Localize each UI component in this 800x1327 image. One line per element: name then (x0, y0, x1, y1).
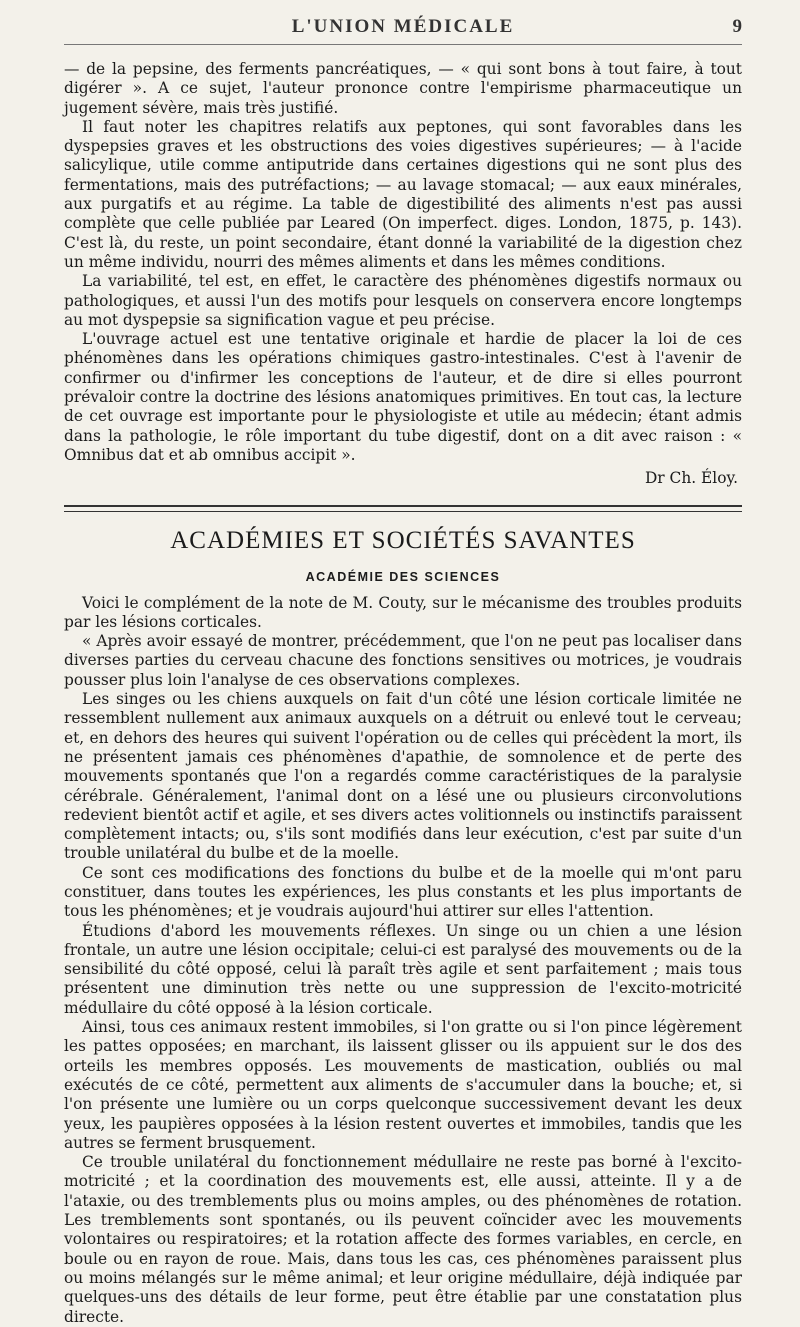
article-paragraph-6: Ainsi, tous ces animaux restent immobiles, si l'on gratte ou si l'on pince légèrement les pattes opposées; en marchant, ils laissent glisser ou ils appuient sur le dos des orteils les membres opposés. Les mouvements de mastication, oubliés ou mal exécutés de ce côté, permettent aux aliments de s'accumuler dans la bouche; et, si l'on présente une lumière ou un corps quelconque successivement devant les deux yeux, les paupières opposées à la lésion restent ouvertes et immobiles, tandis que les autres se ferment brusquement. (64, 1018, 742, 1152)
page-body (64, 60, 742, 1327)
article-paragraph-3: Les singes ou les chiens auxquels on fait d'un côté une lésion corticale limitée ne ressemblent nullement aux animaux auxquels on a détruit ou enlevé tout le cerveau; et, en dehors des heures qui suivent l'opération ou de celles qui précèdent la mort, ils ne présentent jamais ces phénomènes d'apathie, de somnolence et de perte des mouvements spontanés que l'on a regardés comme caractéristiques de la paralysie cérébrale. Généralement, l'animal dont on a lésé une ou plusieurs circonvolutions redevient bientôt actif et agile, et ses divers actes volitionnels ou instinctifs paraissent complètement intacts; ou, s'ils sont modifiés dans leur exécution, c'est par suite d'un trouble unilatéral du bulbe et de la moelle. (64, 690, 742, 863)
author-signature: Dr Ch. Éloy. (644, 469, 738, 488)
review-paragraph-2: Il faut noter les chapitres relatifs aux peptones, qui sont favorables dans les dyspepsies graves et les obstructions des voies digestives supérieures; — à l'acide salicylique, utile comme antiputride dans certaines digestions qui ne sont plus des fermentations, mais des putréfactions; — au lavage stomacal; — aux eaux minérales, aux purgatifs et au régime. La table de digestibilité des aliments n'est pas aussi complète que celle publiée par Leared (On imperfect. diges. London, 1875, p. 143). C'est là, du reste, un point secondaire, étant donné la variabilité de la digestion chez un même individu, nourri des mêmes aliments et dans les mêmes conditions. (64, 117, 742, 271)
header-rule (64, 44, 742, 45)
article-paragraph-4: Ce sont ces modifications des fonctions du bulbe et de la moelle qui m'ont paru constituer, dans toutes les expériences, les plus constants et les plus importants de tous les phénomènes; et je voudrais aujourd'hui attirer sur elles l'attention. (64, 863, 742, 921)
article-paragraph-1: Voici le complément de la note de M. Couty, sur le mécanisme des troubles produits par les lésions corticales. (64, 593, 742, 631)
subsection-title: ACADÉMIE DES SCIENCES (305, 569, 501, 584)
review-paragraph-4: L'ouvrage actuel est une tentative originale et hardie de placer la loi de ces phénomènes dans les opérations chimiques gastro-intestinales. C'est à l'avenir de confirmer ou d'infirmer les conceptions de l'auteur, et de dire si elles pourront prévaloir contre la doctrine des lésions anatomiques primitives. En tout cas, la lecture de cet ouvrage est importante pour le physiologiste et utile au médecin; étant admis dans la pathologie, le rôle important du tube digestif, dont on a dit avec raison : « Omnibus dat et ab omnibus accipit ». (64, 330, 742, 464)
section-title: ACADÉMIES ET SOCIÉTÉS SAVANTES (170, 526, 636, 554)
review-paragraph-1: — de la pepsine, des ferments pancréatiques, — « qui sont bons à tout faire, à tout digérer ». A ce sujet, l'auteur prononce contre l'empirisme pharmaceutique un jugement sévère, mais très justifié. (64, 60, 742, 117)
page-number: 9 (732, 16, 742, 37)
page-header (64, 16, 742, 46)
section-divider (64, 505, 742, 512)
running-head: L'UNION MÉDICALE (291, 16, 515, 37)
article-paragraph-5: Étudions d'abord les mouvements réflexes. Un singe ou un chien a une lésion frontale, un autre une lésion occipitale; celui-ci est paralysé des mouvements ou de la sensibilité du côté opposé, celui là paraît très agile et sent parfaitement ; mais tous présentent une diminution très nette ou une suppression de l'excito-motricité médullaire du côté opposé à la lésion corticale. (64, 921, 742, 1017)
article-paragraph-7: Ce trouble unilatéral du fonctionnement médullaire ne reste pas borné à l'excito-motricité ; et la coordination des mouvements est, elle aussi, atteinte. Il y a de l'ataxie, ou des tremblements plus ou moins amples, ou des phénomènes de rotation. Les tremblements sont spontanés, ou ils peuvent coïncider avec les mouvements volontaires ou respiratoires; et la rotation affecte des formes variables, en cercle, en boule ou en rayon de roue. Mais, dans tous les cas, ces phénomènes paraissent plus ou moins mélangés sur le même animal; et leur origine médullaire, déjà indiquée par quelques-uns des détails de leur forme, peut être établie par une constatation plus directe. (64, 1153, 742, 1326)
review-paragraph-3: La variabilité, tel est, en effet, le caractère des phénomènes digestifs normaux ou pathologiques, et aussi l'un des motifs pour lesquels on conservera encore longtemps au mot dyspepsie sa signification vague et peu précise. (64, 272, 742, 329)
article-paragraph-2: « Après avoir essayé de montrer, précédemment, que l'on ne peut pas localiser dans diverses parties du cerveau chacune des fonctions sensitives ou motrices, je voudrais pousser plus loin l'analyse de ces observations complexes. (64, 632, 742, 689)
